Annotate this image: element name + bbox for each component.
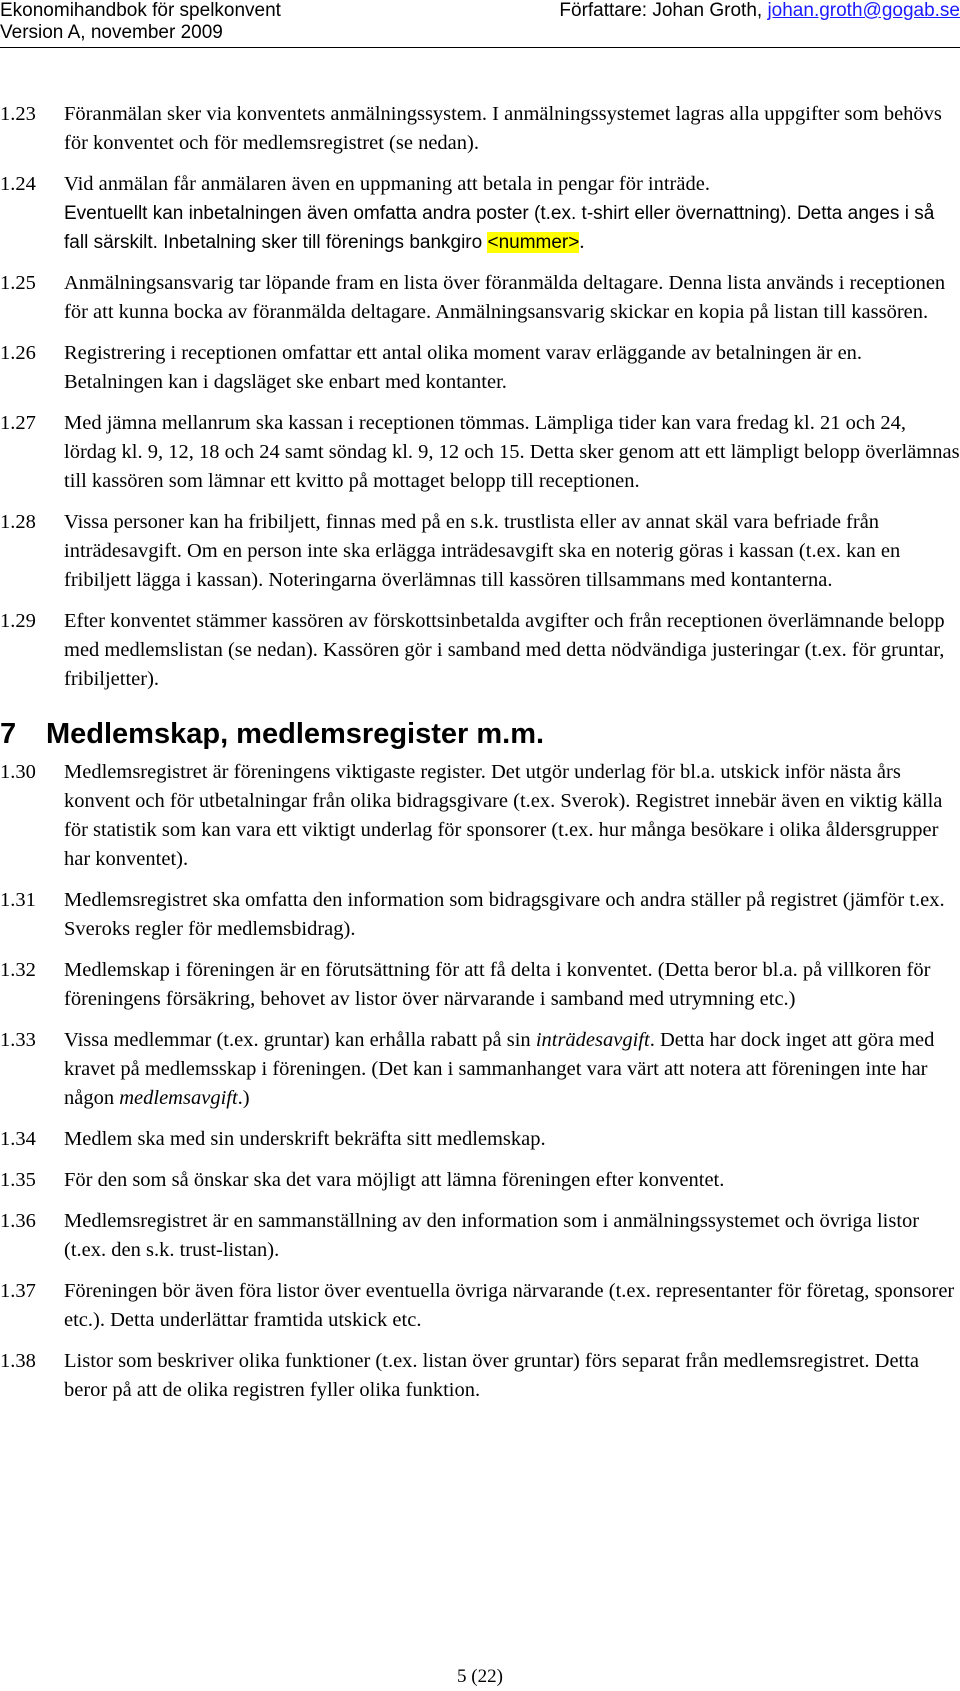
- paragraph-1-29: [0, 607, 960, 694]
- paragraph-1-34: [0, 1125, 960, 1154]
- paragraph-number: 1.32: [0, 959, 36, 981]
- paragraph-text-end: .): [237, 1087, 250, 1109]
- paragraph-text-mid: . Detta har dock inget att göra med kravet på medlemsskap i föreningen. (Det kan i sammanhanget vara värt att notera att föreningen inte har någon: [64, 1029, 935, 1109]
- author-line: [559, 0, 960, 22]
- paragraph-text: Föranmälan sker via konventets anmälningssystem. I anmälningssystemet lagras alla uppgifter som behövs för konventet och för medlemsregistret (se nedan).: [64, 103, 942, 154]
- paragraph-number: 1.34: [0, 1128, 36, 1150]
- paragraph-text: Vissa medlemmar (t.ex. gruntar) kan erhålla rabatt på sin: [64, 1029, 536, 1051]
- paragraph-text: Föreningen bör även föra listor över eventuella övriga närvarande (t.ex. representanter för företag, sponsorer etc.). Detta underlättar framtida utskick etc.: [64, 1280, 955, 1331]
- paragraph-1-25: [0, 269, 960, 327]
- paragraph-text: Medlemsregistret ska omfatta den information som bidragsgivare och andra ställer på registret (jämför t.ex. Sveroks regler för medlemsbidrag).: [64, 889, 945, 940]
- paragraph-1-37: [0, 1277, 960, 1335]
- paragraph-text: Listor som beskriver olika funktioner (t.ex. listan över gruntar) förs separat från medlemsregistret. Detta beror på att de olika registren fyller olika funktion.: [64, 1350, 920, 1401]
- author-email-link[interactable]: johan.groth@gogab.se: [767, 0, 960, 21]
- paragraph-text-sans: Eventuellt kan inbetalningen även omfatta andra poster (t.ex. t-shirt eller övernattning). Detta anges i så fall särskilt. Inbetalning sker till förenings bankgiro: [64, 203, 935, 253]
- highlighted-placeholder: <nummer>: [487, 232, 580, 253]
- paragraph-1-33: [0, 1026, 960, 1113]
- italic-term-membership-fee: medlemsavgift: [119, 1087, 238, 1109]
- paragraph-text: Medlemsregistret är föreningens viktigaste register. Det utgör underlag för bl.a. utskick inför nästa års konvent och för utbetalningar från olika bidragsgivare (t.ex. Sverok). Registret innebär även en viktig källa för statistik som kan vara ett viktigt underlag för sponsorer (t.ex. hur många besökare i olika åldersgrupper har konventet).: [64, 761, 943, 870]
- paragraph-1-35: [0, 1166, 960, 1195]
- paragraph-text: Medlemskap i föreningen är en förutsättning för att få delta i konventet. (Detta beror bl.a. på villkoren för föreningens försäkring, behovet av listor över närvarande i samband med utrymning etc.): [64, 959, 931, 1010]
- paragraph-number: 1.24: [0, 173, 36, 195]
- paragraph-1-27: [0, 409, 960, 496]
- paragraph-1-36: [0, 1207, 960, 1265]
- paragraph-text: Vid anmälan får anmälaren även en uppmaning att betala in pengar för inträde.: [64, 173, 710, 195]
- paragraph-text: För den som så önskar ska det vara möjligt att lämna föreningen efter konventet.: [64, 1169, 725, 1191]
- page-body: [0, 100, 960, 1417]
- document-version: Version A, november 2009: [0, 22, 223, 43]
- paragraph-number: 1.36: [0, 1210, 36, 1232]
- document-title: Ekonomihandbok för spelkonvent: [0, 0, 281, 21]
- paragraph-number: 1.28: [0, 511, 36, 533]
- paragraph-number: 1.37: [0, 1280, 36, 1302]
- paragraph-text: Medlem ska med sin underskrift bekräfta sitt medlemskap.: [64, 1128, 546, 1150]
- header-divider: [0, 47, 960, 48]
- paragraph-1-26: [0, 339, 960, 397]
- section-heading: [0, 716, 960, 752]
- paragraph-number: 1.27: [0, 412, 36, 434]
- paragraph-1-28: [0, 508, 960, 595]
- paragraph-number: 1.25: [0, 272, 36, 294]
- italic-term-entrance-fee: inträdesavgift: [535, 1029, 650, 1051]
- paragraph-number: 1.35: [0, 1169, 36, 1191]
- paragraph-1-24: [0, 170, 960, 257]
- paragraph-number: 1.26: [0, 342, 36, 364]
- section-title: Medlemskap, medlemsregister m.m.: [46, 718, 545, 750]
- paragraph-number: 1.31: [0, 889, 36, 911]
- paragraph-text: Medlemsregistret är en sammanställning av den information som i anmälningssystemet och övriga listor (t.ex. den s.k. trust-listan).: [64, 1210, 920, 1261]
- paragraph-number: 1.30: [0, 761, 36, 783]
- paragraph-text: Efter konventet stämmer kassören av förskottsinbetalda avgifter och från receptionen överlämnande belopp med medlemslistan (se nedan). Kassören gör i samband med detta nödvändiga justeringar (t.ex. för gruntar, fribiljetter).: [64, 610, 945, 690]
- paragraph-1-23: [0, 100, 960, 158]
- paragraph-number: 1.38: [0, 1350, 36, 1372]
- page-number: 5 (22): [457, 1666, 503, 1687]
- page-header: [0, 0, 960, 47]
- paragraph-text-end: .: [579, 231, 585, 253]
- paragraph-text: Registrering i receptionen omfattar ett antal olika moment varav erläggande av betalningen är en. Betalningen kan i dagsläget ske enbart med kontanter.: [64, 342, 863, 393]
- paragraph-number: 1.33: [0, 1029, 36, 1051]
- paragraph-1-30: [0, 758, 960, 874]
- paragraph-1-38: [0, 1347, 960, 1405]
- paragraph-text: Med jämna mellanrum ska kassan i receptionen tömmas. Lämpliga tider kan vara fredag kl. 21 och 24, lördag kl. 9, 12, 18 och 24 samt söndag kl. 9, 12 och 15. Detta sker genom att ett lämpligt belopp överlämnas till kassören som lämnar ett kvitto på mottaget belopp till receptionen.: [64, 412, 960, 492]
- paragraph-number: 1.29: [0, 610, 36, 632]
- paragraph-1-31: [0, 886, 960, 944]
- paragraph-number: 1.23: [0, 103, 36, 125]
- paragraph-text: Anmälningsansvarig tar löpande fram en lista över föranmälda deltagare. Denna lista används i receptionen för att kunna bocka av föranmälda deltagare. Anmälningsansvarig skickar en kopia på listan till kassören.: [64, 272, 946, 323]
- section-number: 7: [0, 718, 17, 750]
- paragraph-1-32: [0, 956, 960, 1014]
- author-label: Författare: Johan Groth,: [559, 0, 768, 21]
- paragraph-text: Vissa personer kan ha fribiljett, finnas med på en s.k. trustlista eller av annat skäl vara befriade från inträdesavgift. Om en person inte ska erlägga inträdesavgift ska en noterig göras i kassan (t.ex. kan en fribiljett lägga i kassan). Noteringarna överlämnas till kassören tillsammans med kontanterna.: [64, 511, 901, 591]
